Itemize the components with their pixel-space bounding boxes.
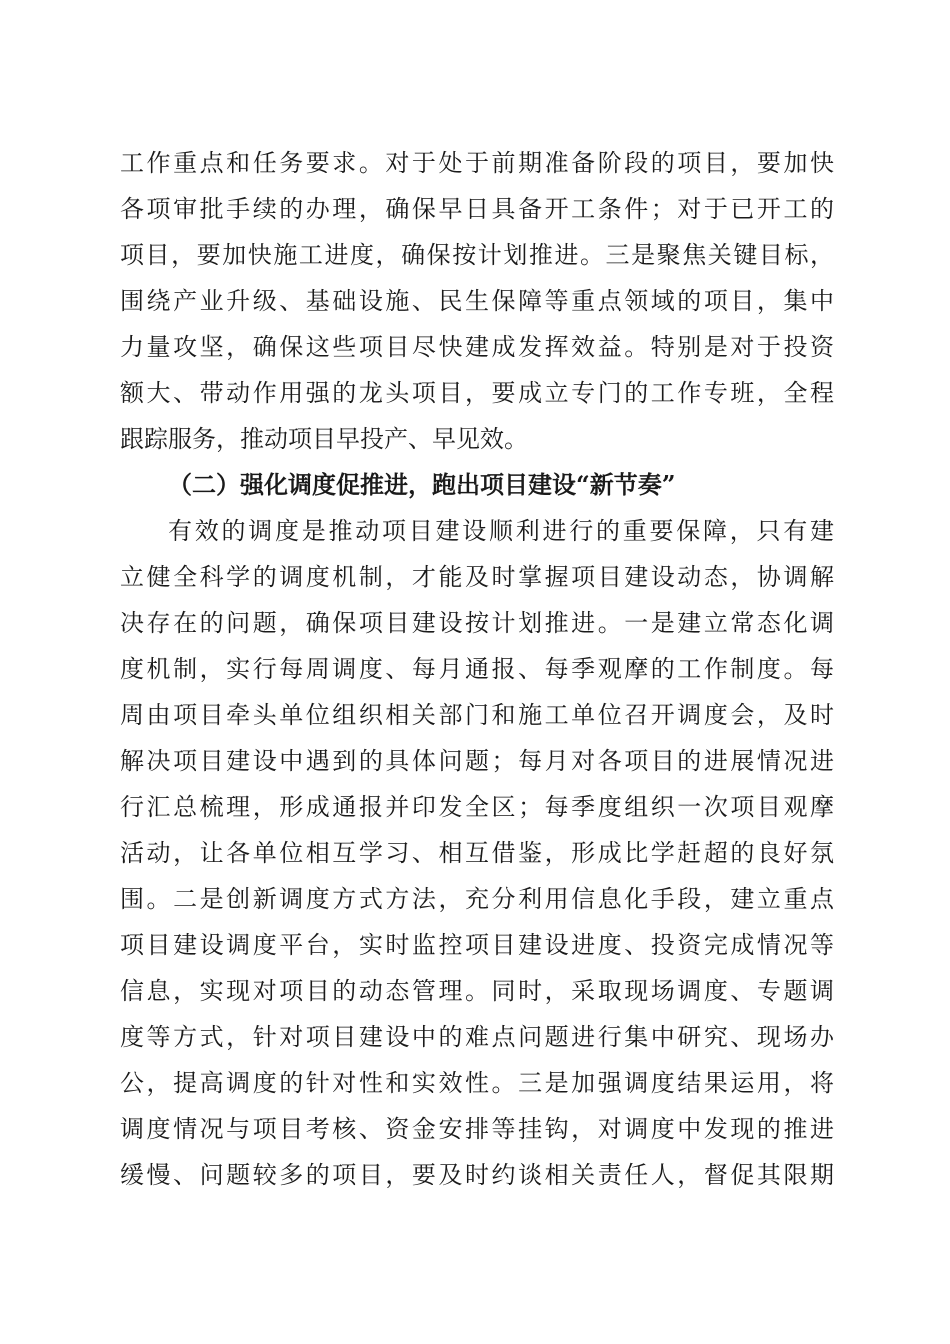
- text-line: 解决项目建设中遇到的具体问题；每月对各项目的进展情况进: [120, 747, 834, 775]
- section-heading: （二）强化调度促推进，跑出项目建设“新节奏”: [168, 470, 676, 499]
- text-line: 项目建设调度平台，实时监控项目建设进度、投资完成情况等: [120, 931, 834, 959]
- paragraph-continued: [120, 140, 834, 462]
- text-line: 缓慢、问题较多的项目，要及时约谈相关责任人，督促其限期: [120, 1161, 834, 1189]
- text-line: 立健全科学的调度机制，才能及时掌握项目建设动态，协调解: [120, 563, 834, 591]
- section-two: [120, 462, 834, 1198]
- text-line: 决存在的问题，确保项目建设按计划推进。一是建立常态化调: [120, 609, 834, 637]
- text-line: 活动，让各单位相互学习、相互借鉴，形成比学赶超的良好氛: [120, 839, 834, 867]
- text-line: 各项审批手续的办理，确保早日具备开工条件；对于已开工的: [120, 195, 834, 223]
- text-line: 调度情况与项目考核、资金安排等挂钩，对调度中发现的推进: [120, 1115, 834, 1143]
- text-line: 项目，要加快施工进度，确保按计划推进。三是聚焦关键目标，: [120, 241, 834, 269]
- text-line: 跟踪服务，推动项目早投产、早见效。: [120, 425, 528, 453]
- text-line: 周由项目牵头单位组织相关部门和施工单位召开调度会，及时: [120, 701, 834, 729]
- text-line: 有效的调度是推动项目建设顺利进行的重要保障，只有建: [168, 517, 834, 545]
- text-line: 力量攻坚，确保这些项目尽快建成发挥效益。特别是对于投资: [120, 333, 834, 361]
- text-line: 度机制，实行每周调度、每月通报、每季观摩的工作制度。每: [120, 655, 834, 683]
- text-line: 信息，实现对项目的动态管理。同时，采取现场调度、专题调: [120, 977, 834, 1005]
- text-line: 公，提高调度的针对性和实效性。三是加强调度结果运用，将: [120, 1069, 834, 1097]
- text-line: 围。二是创新调度方式方法，充分利用信息化手段，建立重点: [120, 885, 834, 913]
- text-line: 额大、带动作用强的龙头项目，要成立专门的工作专班，全程: [120, 379, 834, 407]
- text-line: 围绕产业升级、基础设施、民生保障等重点领域的项目，集中: [120, 287, 834, 315]
- text-line: 行汇总梳理，形成通报并印发全区；每季度组织一次项目观摩: [120, 793, 834, 821]
- text-line: 度等方式，针对项目建设中的难点问题进行集中研究、现场办: [120, 1023, 834, 1051]
- text-line: 工作重点和任务要求。对于处于前期准备阶段的项目，要加快: [120, 149, 834, 177]
